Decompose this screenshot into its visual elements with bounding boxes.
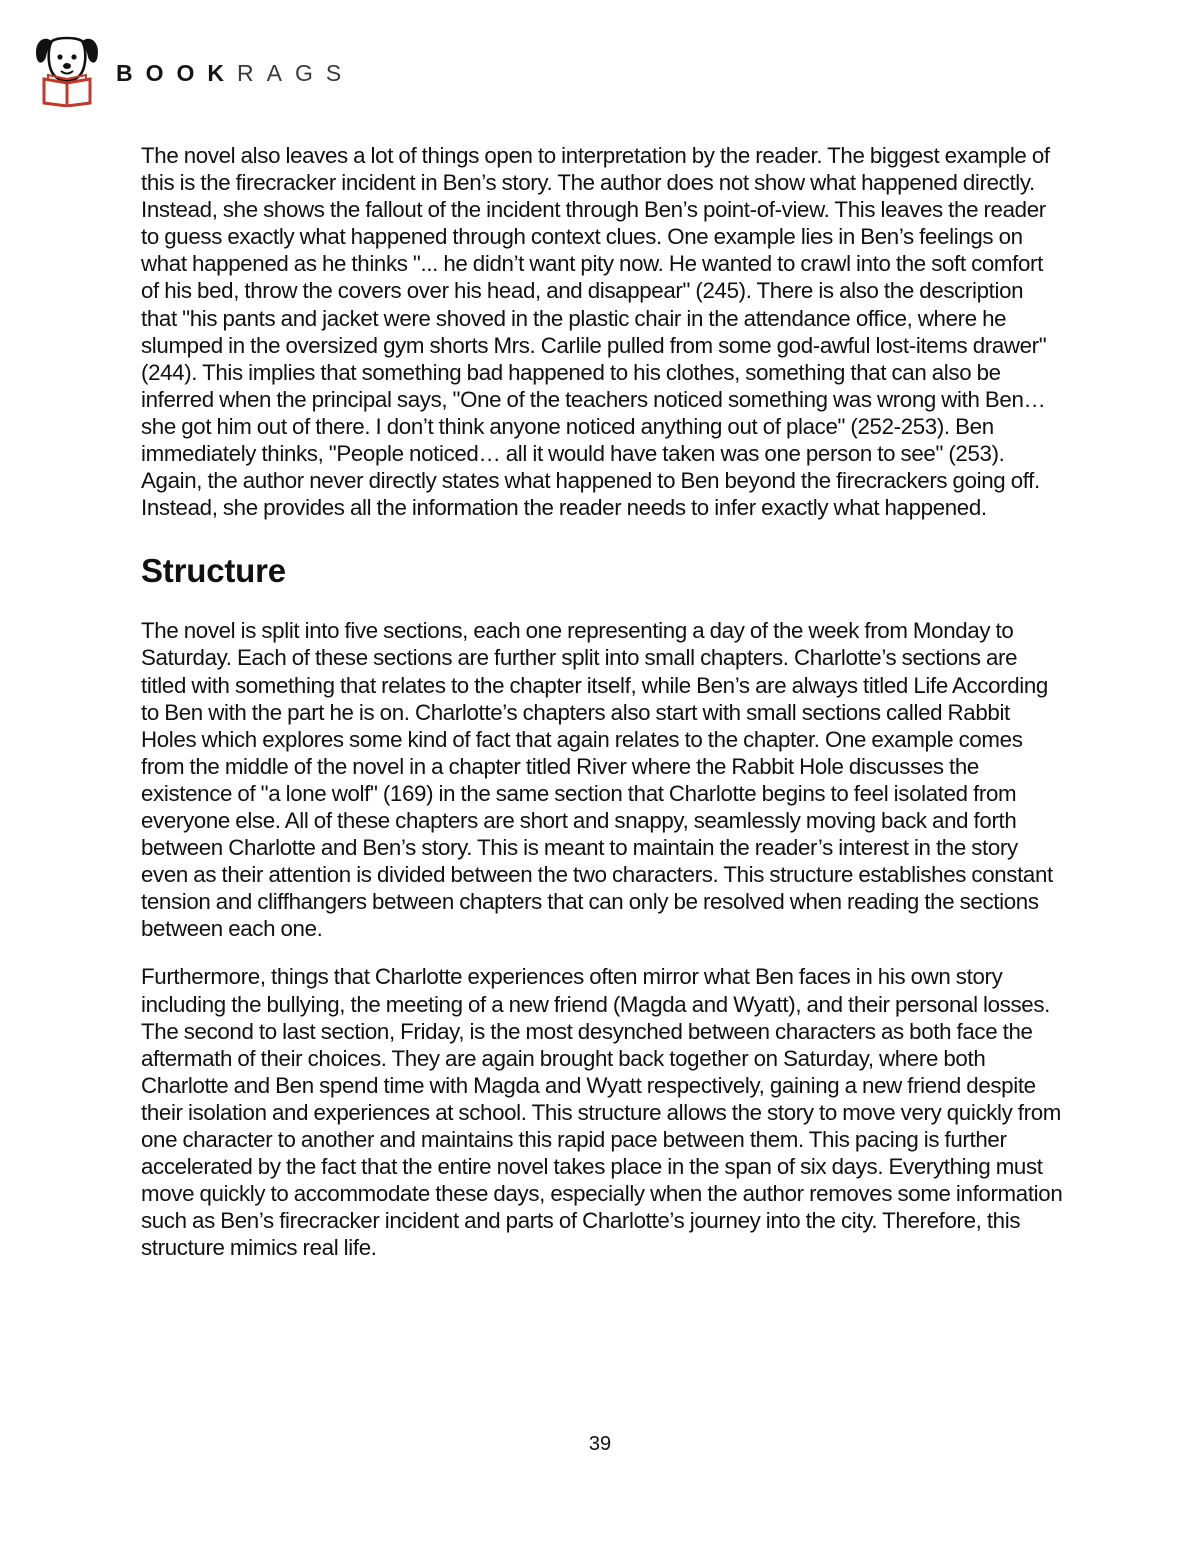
paragraph-interpretation: The novel also leaves a lot of things open to interpretation by the reader. The biggest example of this is the firecracker incident in Ben’s story. The author does not show what happened directly. Instead, she shows the fallout of the incident through Ben’s point-of-view. This leaves the reader to guess exactly what happened through context clues. One example lies in Ben’s feelings on what happened as he thinks "... he didn’t want pity now. He wanted to crawl into the soft comfort of his bed, throw the covers over his head, and disappear" (245). There is also the description that "his pants and jacket were shoved in the plastic chair in the attendance office, where he slumped in the oversized gym shorts Mrs. Carlile pulled from some god-awful lost-items drawer" (244). This implies that something bad happened to his clothes, something that can also be inferred when the principal says, "One of the teachers noticed something was wrong with Ben… she got him out of there. I don’t think anyone noticed anything out of place" (252-253). Ben immediately thinks, "People noticed… all it would have taken was one person to see" (253). Again, the author never directly states what happened to Ben beyond the firecrackers going off. Instead, she provides all the information the reader needs to infer exactly what happened.	[141, 143, 1050, 521]
paragraph-structure-mirroring: Furthermore, things that Charlotte experiences often mirror what Ben faces in his own story including the bullying, the meeting of a new friend (Magda and Wyatt), and their personal losses. The second to last section, Friday, is the most desynched between characters as both face the aftermath of their choices. They are again brought back together on Saturday, where both Charlotte and Ben spend time with Magda and Wyatt respectively, gaining a new friend despite their isolation and experiences at school. This structure allows the story to move very quickly from one character to another and maintains this rapid pace between them. This pacing is further accelerated by the fact that the entire novel takes place in the span of six days. Everything must move quickly to accommodate these days, especially when the author removes some information such as Ben’s firecracker incident and parts of Charlotte’s journey into the city. Therefore, this structure mimics real life.	[141, 964, 1063, 1261]
page-number: 39	[588, 1433, 612, 1455]
paragraph-structure-sections: The novel is split into five sections, each one representing a day of the week from Monday to Saturday. Each of these sections are further split into small chapters. Charlotte’s sections are titled with something that relates to the chapter itself, while Ben’s are always titled Life According to Ben with the part he is on. Charlotte’s chapters also start with small sections called Rabbit Holes which explores some kind of fact that again relates to the chapter. One example comes from the middle of the novel in a chapter titled River where the Rabbit Hole discusses the existence of "a lone wolf" (169) in the same section that Charlotte begins to feel isolated from everyone else. All of these chapters are short and snappy, seamlessly moving back and forth between Charlotte and Ben’s story. This is meant to maintain the reader’s interest in the story even as their attention is divided between the two characters. This structure establishes constant tension and cliffhangers between chapters that can only be resolved when reading the sections between each one.	[141, 618, 1053, 942]
section-heading-structure: Structure	[141, 552, 286, 590]
brand-wordmark-bold: BOOK	[116, 59, 237, 86]
site-header	[34, 34, 354, 108]
page-content	[141, 142, 1063, 1261]
brand-wordmark	[116, 60, 354, 87]
brand-wordmark-light: RAGS	[237, 59, 355, 86]
dog-with-book-logo-icon	[34, 35, 102, 107]
